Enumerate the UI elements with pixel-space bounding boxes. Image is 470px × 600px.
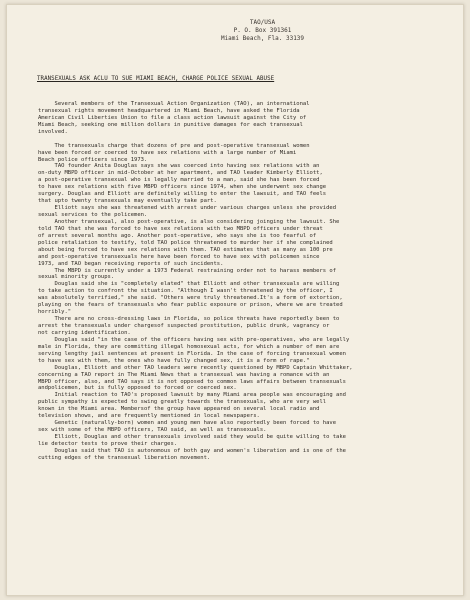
body-line: Elliott says she was threatened with arrest under various charges unless she provided: [38, 205, 337, 212]
document-title: TRANSEXUALS ASK ACLU TO SUE MIAMI BEACH, CHARGE POLICE SEXUAL ABUSE: [37, 76, 275, 82]
document-page: [6, 4, 464, 596]
body-line: sexual services to the policemen.: [38, 212, 148, 218]
body-line: lie detector tests to prove their charges.: [38, 440, 178, 447]
body-line: on-duty MBPD officer in mid-October at her apartment, and TAO leader Kimberly Elliott,: [38, 170, 323, 177]
body-line: Douglas said she is "completely elated" that Elliott and other transexuals are willing: [38, 281, 340, 288]
letterhead: [7, 19, 463, 43]
body-line: serving lengthy jail sentences at present in Florida. In the case of forcing transexual women: [38, 350, 346, 357]
document-body: [38, 101, 448, 462]
body-line: involved.: [38, 128, 68, 135]
letterhead-city: Miami Beach, Fla. 33139: [220, 35, 305, 42]
body-line: cutting edges of the transexual liberation movement.: [38, 454, 211, 461]
body-line: sexual minority groups.: [38, 274, 115, 281]
body-line: transexual rights movement headquartered in Miami Beach, have asked the Florida: [38, 107, 300, 114]
letterhead-org: TAO/USA: [249, 19, 276, 26]
body-line: Miami Beach, seeking one million dollars in punitive damages for each transexual: [38, 121, 303, 128]
body-line: Beach police officers since 1973.: [38, 156, 148, 163]
body-line: TAO founder Anita Douglas says she was coerced into having sex relations with an: [38, 163, 320, 170]
body-line: concerning a TAO report in The Miami News that a transexual was having a romance with an: [38, 371, 330, 378]
letterhead-po-box: P. O. Box 391361: [233, 27, 292, 34]
body-line: about being forced to have sex relations with them. TAO estimates that as many as 100 pre: [38, 246, 333, 253]
body-line: that upto twenty transexuals may eventually take part.: [38, 198, 217, 205]
body-line: Elliott, Douglas and other transexuals involved said they would be quite willing to take: [38, 434, 346, 440]
body-line: Initial reaction to TAO's proposed lawsuit by many Miami area people was encouraging and: [38, 392, 346, 399]
body-line: known in the Miami area. Membersof the group have appeared on several local radio and: [38, 406, 320, 413]
body-line: of arrest several months ago. Another post-operative, who says she is too fearful of: [38, 232, 317, 239]
body-line: MBPD officer, also, and TAO says it is not opposed to common laws affairs between transexuals: [38, 378, 346, 385]
body-line: was absolutely terrified," she said. "Others were truly threatened.It's a form of extortion,: [38, 295, 343, 302]
paragraph-gap: [38, 136, 448, 143]
body-line: 1973, and TAO began receiving reports of such incidents.: [38, 260, 224, 267]
body-line: Several members of the Transexual Action Organization (TAO), an international: [38, 101, 310, 107]
body-line: The transexuals charge that dozens of pre and post-operative transexual women: [38, 142, 310, 149]
body-line: public sympathy is expected to swing greatly towards the transexuals, who are very well: [38, 399, 327, 406]
body-line: Genetic (naturally-born) women and young men have also reportedly been forced to have: [38, 420, 337, 427]
body-line: television shows, and are frequently mentioned in local newspapers.: [38, 413, 260, 420]
body-line: Another transexual, also post-operative, is also considering joinging the lawsuit. She: [38, 218, 340, 225]
body-line: have been forced or coerced to have sex relations with a large number of Miami: [38, 149, 297, 156]
body-line: surgery. Douglas and Elliott are definitely willing to enter the lawsuit, and TAO feels: [38, 191, 327, 198]
body-line: police retaliation to testify, told TAO police threatened to murder her if she complained: [38, 239, 333, 246]
body-line: sex with some of the MBPD officers, TAO said, as well as transexuals.: [38, 427, 267, 434]
body-line: a post-operative transexual who is legally married to a man, said she has been forced: [38, 177, 320, 184]
body-line: to have sex relations with five MBPD officers since 1974, when she underwent sex change: [38, 184, 327, 191]
body-line: Douglas, Elliott and other TAO leaders were recently questioned by MBPD Captain Whittaker,: [38, 364, 353, 371]
body-line: to take action to confront the situation. "Although I wasn't threatened by the officer, I: [38, 288, 333, 295]
body-line: The MBPD is currently under a 1973 Federal restraining order not to harass members of: [38, 267, 337, 274]
body-line: andpolicemen, but is fully opposed to forced or coerced sex.: [38, 385, 237, 392]
body-line: Douglas said that TAO is autonomous of both gay and women's liberation and is one of the: [38, 447, 346, 454]
body-line: playing on the fears of transexuals who fear public exposure or prison, where we are treated: [38, 302, 343, 309]
body-line: male in Florida, they are committing illegal homosexual acts, for which a number of men are: [38, 343, 340, 350]
body-line: American Civil Liberties Union to file a class action lawsuit against the City of: [38, 114, 307, 121]
body-line: and post-operative transexuals here have been forced to have sex with policemen since: [38, 253, 320, 260]
body-line: not carrying identification.: [38, 329, 131, 336]
body-line: told TAO that she was forced to have sex relations with two MBPD officers under threat: [38, 225, 323, 232]
body-line: horribly.": [38, 309, 72, 316]
body-line: to have sex with them, the ones who have fully changed sex, it is a form of rape.": [38, 357, 310, 364]
body-line: There are no cross-dressing laws in Florida, so police threats have reportedly been to: [38, 316, 340, 323]
body-line: Douglas said "in the case of the officers having sex with pre-operatives, who are legally: [38, 336, 350, 343]
body-line: arrest the transexuals under chargesof suspected prostitution, public drunk, vagrancy or: [38, 323, 330, 329]
